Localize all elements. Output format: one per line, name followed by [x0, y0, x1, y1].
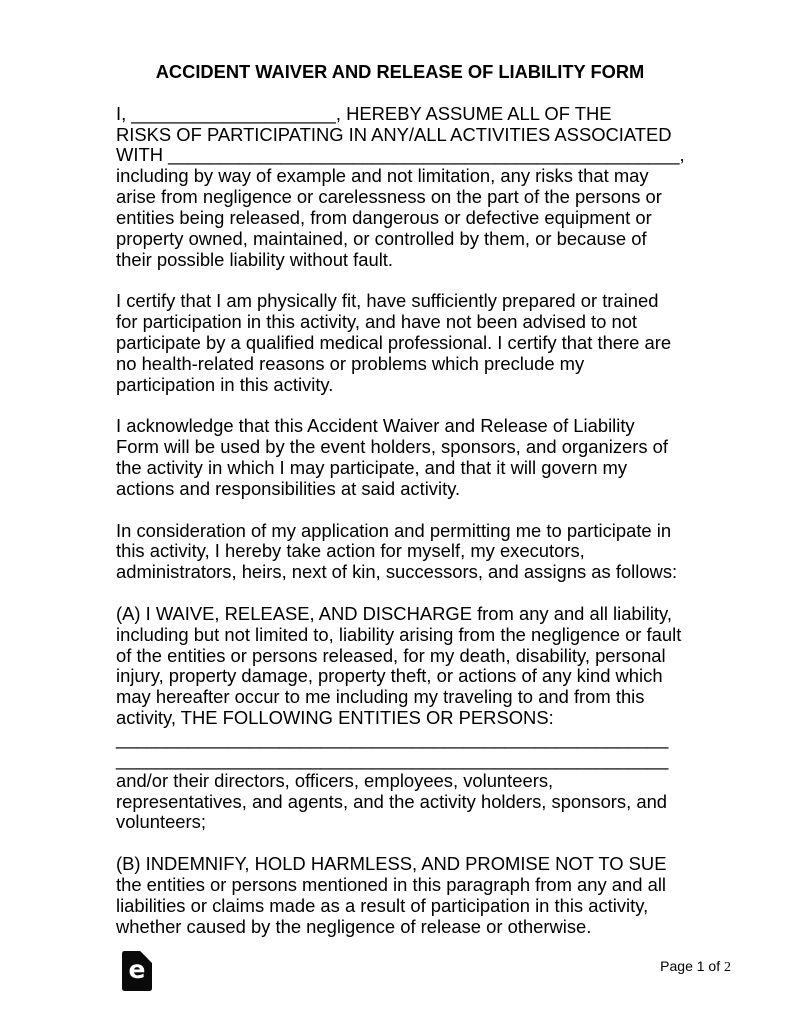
- text-line: of the entities or persons released, for my death, disability, personal: [116, 644, 666, 666]
- text-line: liabilities or claims made as a result of participation in this activity,: [116, 894, 649, 916]
- text-line: participation in this activity.: [116, 373, 334, 395]
- text-line: whether caused by the negligence of release or otherwise.: [116, 915, 592, 937]
- text-line: participate by a qualified medical professional. I certify that there are: [116, 331, 672, 353]
- paragraph-clause-a-continued: [116, 771, 684, 834]
- text-line: arise from negligence or carelessness on the part of the persons or: [116, 186, 662, 208]
- text-line: activity, THE FOLLOWING ENTITIES OR PERSONS:: [116, 707, 554, 729]
- paragraph-intro: [116, 104, 684, 271]
- text-line: I certify that I am physically fit, have sufficiently prepared or trained: [116, 290, 659, 312]
- text-line: property owned, maintained, or controlled by them, or because of: [116, 227, 647, 249]
- text-line: their possible liability without fault.: [116, 248, 394, 270]
- text-line: representatives, and agents, and the activity holders, sponsors, and: [116, 790, 668, 812]
- text-line: WITH __________________________________________________,: [116, 144, 685, 166]
- fill-in-blank-lines: [116, 729, 684, 771]
- page-number-total: 2: [724, 960, 731, 975]
- eforms-logo-letter: e: [128, 955, 146, 984]
- text-line: actions and responsibilities at said activity.: [116, 477, 461, 499]
- paragraph-clause-b: [116, 854, 684, 937]
- paragraph-consideration: [116, 521, 684, 584]
- text-line: In consideration of my application and permitting me to participate in: [116, 519, 672, 541]
- text-line: and/or their directors, officers, employees, volunteers,: [116, 769, 554, 791]
- paragraph-acknowledge: [116, 416, 684, 499]
- text-line: may hereafter occur to me including my traveling to and from this: [116, 686, 645, 708]
- page-number: [660, 956, 731, 978]
- text-line: the activity in which I may participate, and that it will govern my: [116, 457, 628, 479]
- text-line: volunteers;: [116, 811, 206, 833]
- text-line: RISKS OF PARTICIPATING IN ANY/ALL ACTIVITIES ASSOCIATED: [116, 123, 672, 145]
- page-title: ACCIDENT WAIVER AND RELEASE OF LIABILITY FORM: [155, 61, 645, 82]
- text-line: Form will be used by the event holders, sponsors, and organizers of: [116, 436, 669, 458]
- text-line: for participation in this activity, and have not been advised to not: [116, 311, 638, 333]
- text-line: including but not limited to, liability arising from the negligence or fault: [116, 623, 682, 645]
- text-line: administrators, heirs, next of kin, successors, and assigns as follows:: [116, 561, 678, 583]
- text-line: entities being released, from dangerous or defective equipment or: [116, 206, 652, 228]
- fill-in-blank-line: ______________________________________________________: [116, 728, 669, 749]
- text-line: including by way of example and not limitation, any risks that may: [116, 165, 649, 187]
- text-line: this activity, I hereby take action for myself, my executors,: [116, 540, 585, 562]
- text-line: I acknowledge that this Accident Waiver and Release of Liability: [116, 415, 635, 437]
- fill-in-blank-line: ______________________________________________________: [116, 748, 669, 770]
- text-line: the entities or persons mentioned in this paragraph from any and all: [116, 873, 666, 895]
- text-line: injury, property damage, property theft, or actions of any kind which: [116, 665, 663, 687]
- text-line: no health-related reasons or problems which preclude my: [116, 352, 585, 374]
- document-body: [116, 62, 684, 958]
- page-number-label: Page 1 of: [660, 958, 724, 974]
- text-line: I, ____________________, HEREBY ASSUME ALL OF THE: [116, 102, 612, 124]
- eforms-logo-icon: [122, 951, 152, 991]
- text-line: (B) INDEMNIFY, HOLD HARMLESS, AND PROMISE NOT TO SUE: [116, 853, 667, 875]
- text-line: (A) I WAIVE, RELEASE, AND DISCHARGE from any and all liability,: [116, 602, 672, 624]
- paragraph-clause-a: [116, 604, 684, 729]
- paragraph-certify: [116, 291, 684, 395]
